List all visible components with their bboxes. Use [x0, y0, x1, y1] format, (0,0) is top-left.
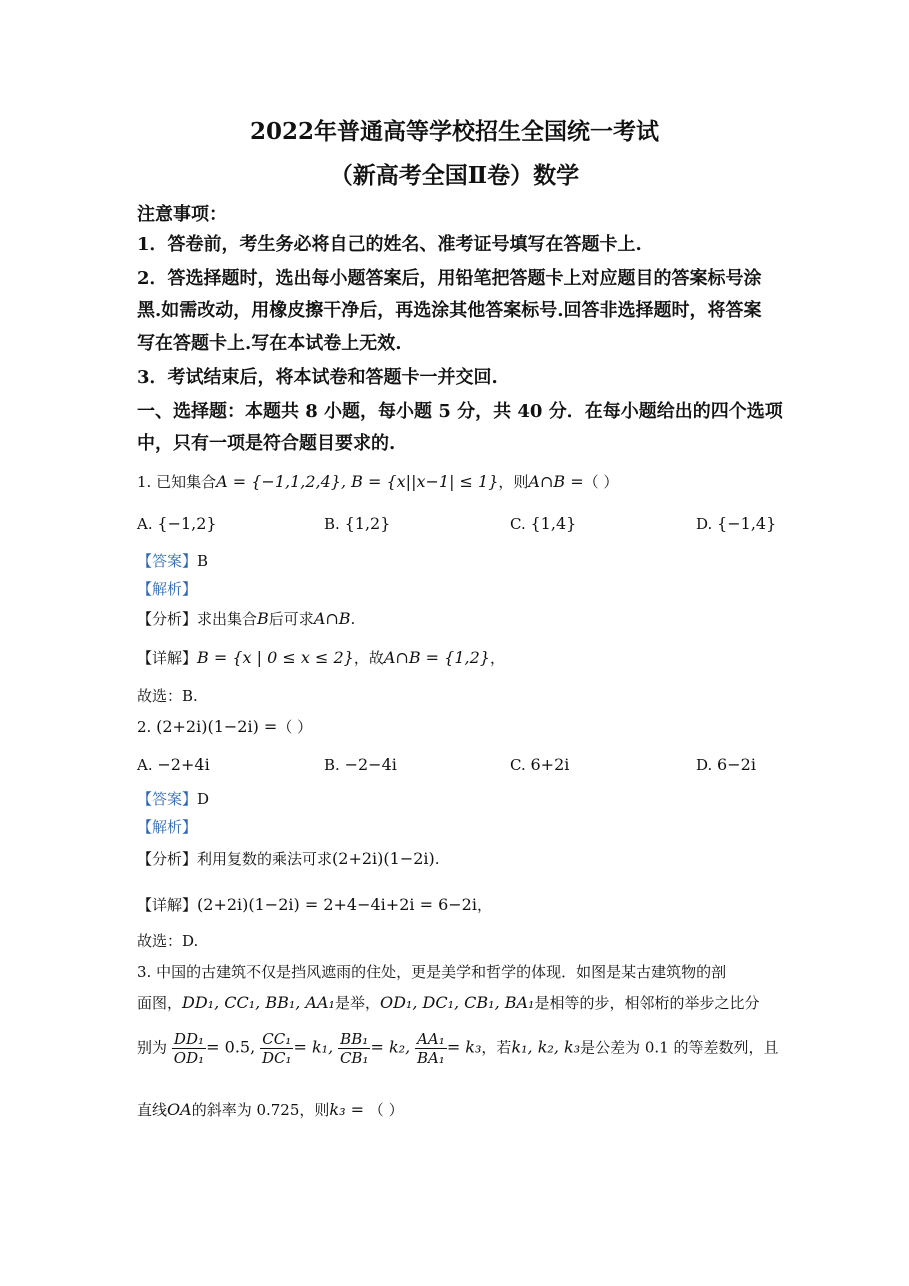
exam-title: 2022年普通高等学校招生全国统一考试 [249, 118, 659, 145]
question-3-line-2: 面图，DD₁, CC₁, BB₁, AA₁是举，OD₁, DC₁, CB₁, BA₁是相等的步，相邻桁的举步之比分 [137, 993, 760, 1012]
frac-aa1-ba1: $\frac{\text{AA₁}}{\text{BA₁}}$ [416, 1030, 445, 1067]
q2-analysis-tag: 【解析】 [137, 818, 198, 836]
question-3-line-3: 别为 $\frac{\text{DD₁}}{\text{OD₁}}$ = 0.5, $\frac{\text{CC₁}}{\text{DC₁}}$ = k₁, $\frac{\text{BB₁}}{\text{CB₁}}$ = k₂, $\frac{\text{AA₁}}{\text{BA₁}}$ = k₃，若k₁, k₂, k₃是公差为 0.1 的等差数列，且 [137, 1030, 779, 1067]
q1-detail: 【详解】B = {x | 0 ≤ x ≤ 2}，故A∩B = {1,2}， [137, 648, 505, 667]
q2-detail: 【详解】(2+2i)(1−2i) = 2+4−4i+2i = 6−2i， [137, 895, 492, 914]
q1-analysis-tag: 【解析】 [137, 580, 198, 598]
q2-option-d: D. 6−2i [696, 755, 756, 774]
q1-conclusion: 故选：B. [137, 687, 198, 705]
question-3-line-1: 3. 中国的古建筑不仅是挡风遮雨的住处，更是美学和哲学的体现．如图是某古建筑物的剖 [137, 963, 727, 981]
q2-answer: 【答案】D [137, 790, 210, 808]
q1-fenxi: 【分析】求出集合B后可求A∩B. [137, 609, 356, 628]
q1-option-b: B. {1,2} [324, 514, 391, 533]
q1-option-d: D. {−1,4} [696, 514, 777, 533]
notice-item-2-line-2: 黑.如需改动，用橡皮擦干净后，再选涂其他答案标号.回答非选择题时，将答案 [137, 300, 762, 321]
notice-item-1: 1．答卷前，考生务必将自己的姓名、准考证号填写在答题卡上. [137, 234, 642, 255]
q2-fenxi: 【分析】利用复数的乘法可求(2+2i)(1−2i). [137, 849, 440, 868]
q2-conclusion: 故选：D. [137, 932, 199, 950]
q1-expr: A∩B = [528, 472, 584, 491]
q1-mid: ，则 [498, 473, 529, 491]
q2-option-a: A. −2+4i [137, 755, 210, 774]
q1-option-a: A. {−1,2} [137, 514, 217, 533]
question-1-stem [137, 471, 618, 492]
notice-item-3: 3．考试结束后，将本试卷和答题卡一并交回. [137, 367, 498, 388]
exam-subtitle: （新高考全国Ⅱ卷）数学 [329, 162, 580, 189]
q1-answer: 【答案】B [137, 552, 209, 570]
q2-option-b: B. −2−4i [324, 755, 397, 774]
q2-option-c: C. 6+2i [510, 755, 570, 774]
notice-heading: 注意事项： [137, 204, 227, 225]
frac-bb1-cb1: $\frac{\text{BB₁}}{\text{CB₁}}$ [339, 1030, 369, 1067]
q1-option-c: C. {1,4} [510, 514, 577, 533]
question-3-line-4: 直线OA的斜率为 0.725，则k₃ = （ ） [137, 1100, 404, 1119]
q1-paren: （ ） [583, 473, 619, 491]
notice-item-2-line-1: 2．答选择题时，选出每小题答案后，用铅笔把答题卡上对应题目的答案标号涂 [137, 268, 762, 289]
frac-cc1-dc1: $\frac{\text{CC₁}}{\text{DC₁}}$ [261, 1030, 292, 1067]
q1-sets: A = {−1,1,2,4}, B = {x||x−1| ≤ 1} [216, 472, 499, 491]
q1-prefix: 1. 已知集合 [137, 473, 217, 491]
section-1-line-2: 中，只有一项是符合题目要求的. [137, 433, 396, 454]
frac-dd1-od1: $\frac{\text{DD₁}}{\text{OD₁}}$ [173, 1030, 205, 1067]
question-2-stem: 2. (2+2i)(1−2i) =（ ） [137, 717, 313, 736]
section-1-line-1: 一、选择题：本题共 8 小题，每小题 5 分，共 40 分．在每小题给出的四个选项 [137, 401, 783, 422]
notice-item-2-line-3: 写在答题卡上.写在本试卷上无效. [137, 333, 402, 354]
